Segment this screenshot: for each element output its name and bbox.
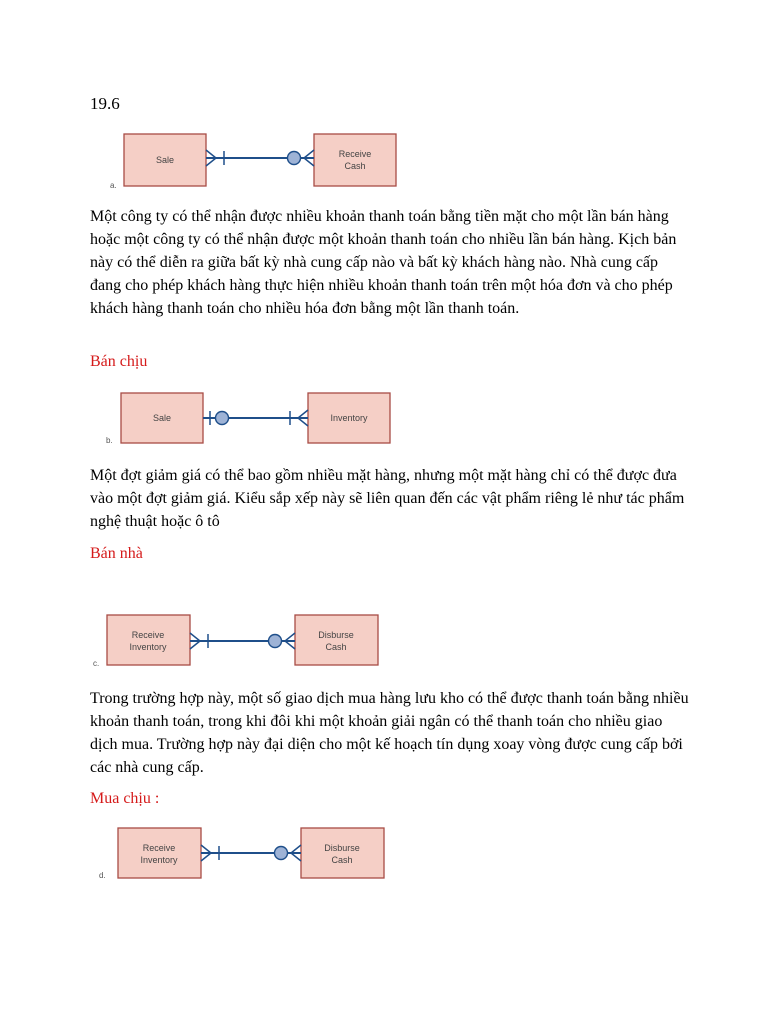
entity-sale-a-label: Sale [155, 155, 175, 165]
entity-disburse-cash-c [295, 615, 378, 665]
entity-sale-b-label: Sale [152, 413, 172, 423]
entity-receive-inventory-c-label: Receive Inventory [129, 630, 167, 652]
diagram-letter-c: c. [93, 659, 100, 668]
entity-disburse-cash-c-label: Disburse Cash [318, 630, 354, 652]
entity-receive-cash-a-label: Receive Cash [338, 149, 372, 171]
paragraph-c: Trong trường hợp này, một số giao dịch mua hàng lưu kho có thể được thanh toán bằng nhiều khoản thanh toán, trong khi đôi khi một khoản giải ngân có thể thanh toán cho nhiều giao dịch mua. Trường hợp này đại diện cho một kế hoạch tín dụng xoay vòng được cung cấp bởi các nhà cung cấp. [90, 690, 689, 776]
optional-circle-b [216, 412, 229, 425]
entity-receive-inventory-d [118, 828, 201, 878]
optional-circle-a [288, 152, 301, 165]
label-mua-chiu: Mua chịu : [90, 790, 160, 807]
diagram-letter-a: a. [110, 181, 117, 190]
paragraph-a: Một công ty có thể nhận được nhiều khoản thanh toán bằng tiền mặt cho một lần bán hàng hoặc một công ty có thể nhận được một khoản thanh toán cho nhiều lần bán hàng. Kịch bản này có thể diễn ra giữa bất kỳ nhà cung cấp nào và bất kỳ khách hàng nào. Nhà cung cấp đang cho phép khách hàng thực hiện nhiều khoản thanh toán trên một hóa đơn và cho phép khách hàng thanh toán cho nhiều hóa đơn bằng một lần thanh toán. [90, 208, 677, 317]
entity-inventory-b-label: Inventory [330, 413, 368, 423]
paragraph-b: Một đợt giảm giá có thể bao gồm nhiều mặt hàng, nhưng một mặt hàng chỉ có thể được đưa vào một đợt giảm giá. Kiểu sắp xếp này sẽ liên quan đến các vật phẩm riêng lẻ như tác phẩm nghệ thuật hoặc ô tô [90, 467, 685, 530]
label-ban-nha: Bán nhà [90, 545, 143, 562]
optional-circle-c [269, 635, 282, 648]
label-ban-chiu: Bán chịu [90, 353, 148, 370]
er-diagram-a [100, 126, 410, 192]
problem-number: 19.6 [90, 94, 120, 113]
diagram-letter-b: b. [106, 436, 113, 445]
er-diagram-c [90, 612, 390, 670]
entity-receive-cash-a [314, 134, 396, 186]
optional-circle-d [275, 847, 288, 860]
entity-disburse-cash-d [301, 828, 384, 878]
er-diagram-d [94, 823, 394, 883]
er-diagram-b [100, 390, 400, 448]
entity-disburse-cash-d-label: Disburse Cash [324, 843, 360, 865]
entity-receive-inventory-c [107, 615, 190, 665]
entity-receive-inventory-d-label: Receive Inventory [140, 843, 178, 865]
diagram-letter-d: d. [99, 871, 106, 880]
